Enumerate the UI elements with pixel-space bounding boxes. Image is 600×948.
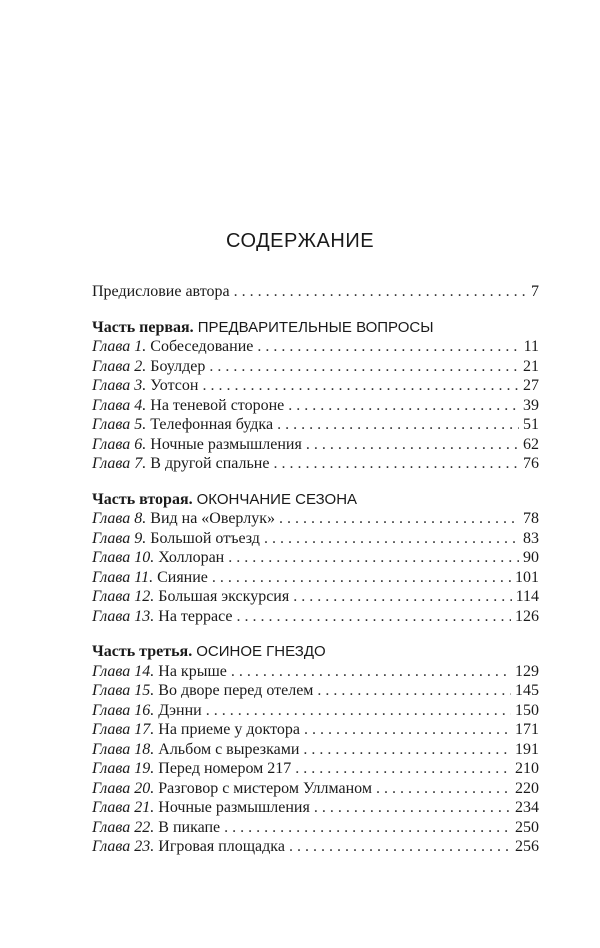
entry-title: На теневой стороне — [150, 396, 285, 414]
part-heading — [92, 318, 539, 338]
dot-leader — [224, 818, 511, 838]
chapter-number: Глава 20. — [92, 779, 155, 797]
chapter-number: Глава 19. — [92, 760, 155, 777]
entry-title: Сияние — [157, 568, 208, 586]
part-label: Часть третья. — [92, 643, 193, 660]
entry-title: Во дворе перед отелем — [158, 682, 314, 699]
dot-leader — [306, 435, 519, 455]
dot-leader — [209, 357, 519, 377]
entry-title: Холлоран — [158, 549, 225, 566]
dot-leader — [304, 720, 511, 740]
toc-entry — [92, 415, 539, 435]
toc-part — [92, 642, 539, 857]
entry-page-number: 129 — [515, 662, 539, 680]
dot-leader — [303, 740, 511, 760]
dot-leader — [202, 376, 519, 396]
dot-leader — [228, 548, 519, 568]
toc-entry — [92, 337, 539, 357]
dot-leader — [376, 779, 511, 799]
chapter-number: Глава 17. — [92, 721, 155, 738]
dot-leader — [234, 282, 525, 302]
toc-entry — [92, 837, 539, 857]
part-name: ПРЕДВАРИТЕЛЬНЫЕ ВОПРОСЫ — [197, 318, 434, 336]
dot-leader — [231, 662, 511, 682]
toc-part — [92, 318, 539, 474]
entry-page-number: 11 — [523, 338, 539, 355]
toc-entry — [92, 435, 539, 455]
entry-title: На крыше — [158, 662, 227, 680]
entry-page-number: 90 — [523, 549, 539, 566]
entry-title: Дэнни — [158, 701, 202, 719]
entry-title: Боулдер — [150, 357, 206, 375]
entry-title: Большая экскурсия — [158, 588, 290, 605]
entry-page-number: 39 — [523, 396, 539, 414]
entry-page-number: 62 — [523, 435, 539, 453]
toc-entry — [92, 701, 539, 721]
dot-leader — [264, 529, 519, 549]
entry-page-number: 220 — [515, 779, 539, 797]
chapter-number: Глава 1. — [92, 338, 147, 355]
entry-title: Разговор с мистером Уллманом — [158, 779, 372, 797]
entry-title: На приеме у доктора — [158, 721, 300, 738]
entry-title: Игровая площадка — [158, 838, 285, 855]
part-heading — [92, 490, 539, 510]
entry-page-number: 78 — [523, 510, 539, 527]
chapter-number: Глава 6. — [92, 435, 147, 453]
toc-entry-preface — [92, 282, 539, 302]
entry-title: Большой отъезд — [150, 529, 260, 547]
entry-page-number: 21 — [523, 357, 539, 375]
entry-page-number: 101 — [515, 568, 539, 586]
chapter-number: Глава 3. — [92, 377, 147, 394]
chapter-number: Глава 16. — [92, 701, 155, 719]
toc-entry — [92, 662, 539, 682]
entry-page-number: 83 — [523, 529, 539, 547]
chapter-number: Глава 23. — [92, 838, 155, 855]
dot-leader — [288, 396, 519, 416]
toc-entry — [92, 779, 539, 799]
part-label: Часть вторая. — [92, 490, 193, 508]
entry-page-number: 7 — [531, 283, 539, 300]
entry-title: На террасе — [158, 607, 233, 625]
entry-page-number: 150 — [515, 701, 539, 719]
toc-entry — [92, 568, 539, 588]
entry-title: Альбом с вырезками — [158, 740, 300, 758]
entry-page-number: 27 — [523, 377, 539, 394]
chapter-number: Глава 21. — [92, 799, 155, 816]
entry-page-number: 76 — [523, 455, 539, 472]
entry-title: Собеседование — [150, 338, 254, 355]
chapter-number: Глава 4. — [92, 396, 147, 414]
toc-entry — [92, 509, 539, 529]
dot-leader — [314, 798, 511, 818]
dot-leader — [279, 509, 519, 529]
entry-page-number: 256 — [515, 838, 539, 855]
entry-page-number: 191 — [515, 740, 539, 758]
toc-entry — [92, 376, 539, 396]
part-label: Часть первая. — [92, 318, 194, 336]
entry-title: Ночные размышления — [158, 799, 310, 816]
chapter-number: Глава 9. — [92, 529, 147, 547]
dot-leader — [237, 607, 511, 627]
table-of-contents — [92, 282, 539, 857]
toc-entry — [92, 529, 539, 549]
part-name: ОКОНЧАНИЕ СЕЗОНА — [196, 490, 358, 508]
chapter-number: Глава 14. — [92, 662, 155, 680]
toc-entry — [92, 587, 539, 607]
entry-page-number: 145 — [515, 682, 539, 699]
toc-entry — [92, 798, 539, 818]
chapter-number: Глава 18. — [92, 740, 155, 758]
chapter-number: Глава 2. — [92, 357, 147, 375]
dot-leader — [206, 701, 511, 721]
entry-title: В пикапе — [158, 818, 221, 836]
entry-page-number: 51 — [523, 416, 539, 433]
toc-entry — [92, 740, 539, 760]
chapter-number: Глава 7. — [92, 455, 147, 472]
toc-entry — [92, 681, 539, 701]
chapter-number: Глава 22. — [92, 818, 155, 836]
entry-page-number: 250 — [515, 818, 539, 836]
dot-leader — [293, 587, 511, 607]
entry-page-number: 234 — [515, 799, 539, 816]
chapter-number: Глава 13. — [92, 607, 155, 625]
toc-entry — [92, 759, 539, 779]
dot-leader — [289, 837, 511, 857]
toc-entry — [92, 818, 539, 838]
toc-entry — [92, 720, 539, 740]
chapter-number: Глава 11. — [92, 568, 154, 586]
entry-title: Телефонная будка — [150, 416, 274, 433]
entry-title: Уотсон — [150, 377, 199, 394]
entry-title: Ночные размышления — [150, 435, 302, 453]
dot-leader — [257, 337, 519, 357]
entry-page-number: 126 — [515, 607, 539, 625]
part-heading — [92, 642, 539, 662]
toc-entry — [92, 357, 539, 377]
entry-title: Перед номером 217 — [158, 760, 292, 777]
dot-leader — [212, 568, 511, 588]
dot-leader — [295, 759, 511, 779]
toc-entry — [92, 607, 539, 627]
page-title: СОДЕРЖАНИЕ — [225, 230, 375, 252]
dot-leader — [277, 415, 519, 435]
toc-part — [92, 490, 539, 627]
dot-leader — [317, 681, 511, 701]
entry-page-number: 114 — [515, 588, 539, 605]
chapter-number: Глава 12. — [92, 588, 155, 605]
entry-page-number: 210 — [515, 760, 539, 777]
chapter-number: Глава 5. — [92, 416, 147, 433]
chapter-number: Глава 15. — [92, 682, 155, 699]
part-name: ОСИНОЕ ГНЕЗДО — [196, 643, 326, 660]
chapter-number: Глава 10. — [92, 549, 155, 566]
entry-title: В другой спальне — [150, 455, 270, 472]
entry-page-number: 171 — [515, 721, 539, 738]
toc-entry — [92, 548, 539, 568]
chapter-number: Глава 8. — [92, 510, 147, 527]
toc-entry — [92, 396, 539, 416]
entry-title: Предисловие автора — [92, 283, 230, 300]
entry-title: Вид на «Оверлук» — [150, 510, 275, 527]
dot-leader — [273, 454, 519, 474]
toc-entry — [92, 454, 539, 474]
